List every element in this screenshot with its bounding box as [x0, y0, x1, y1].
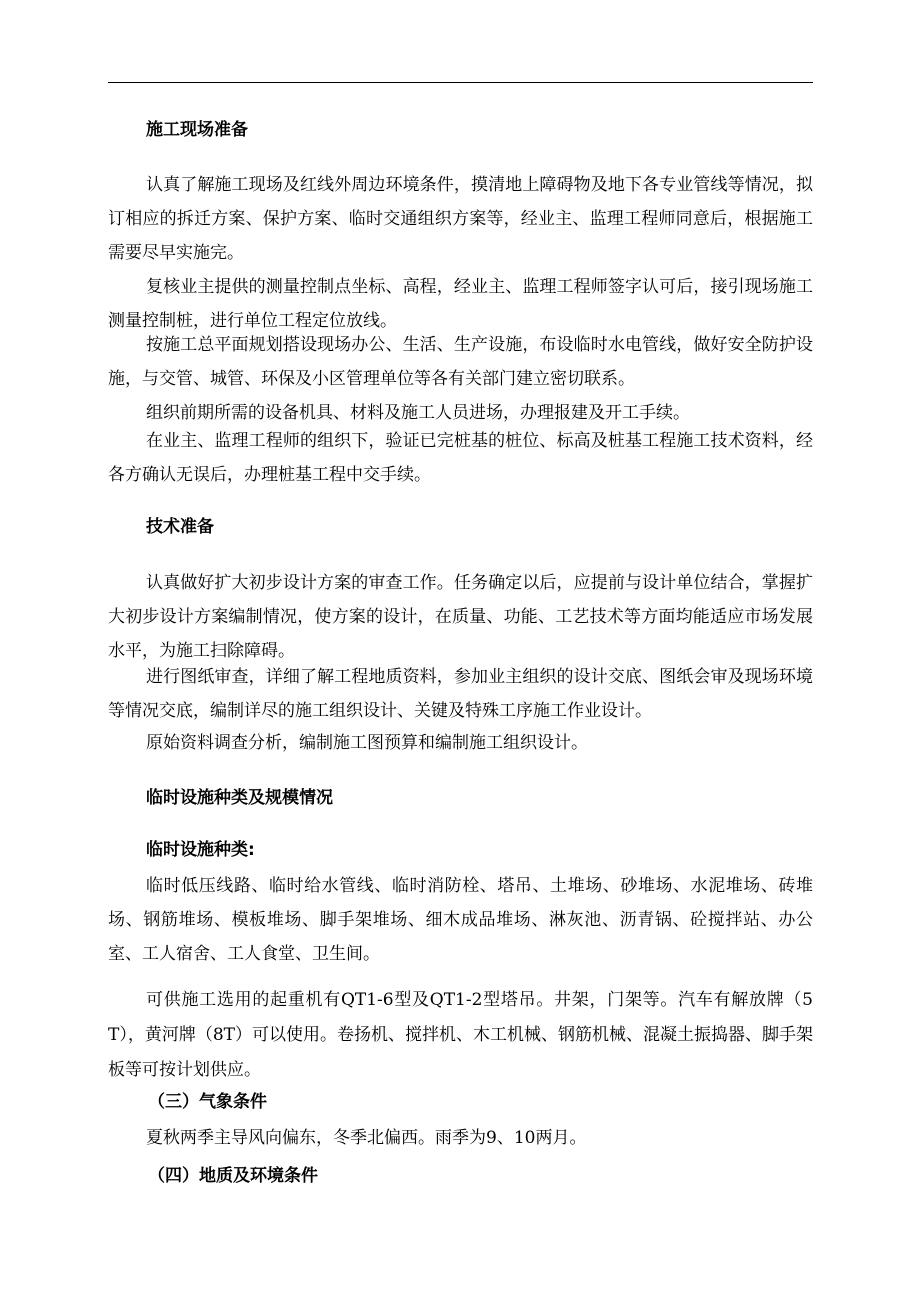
site-prep-paragraph-5: 在业主、监理工程师的组织下，验证已完桩基的桩位、标高及桩基工程施工技术资料，经各方确认无误后，办理桩基工程中交手续。: [108, 431, 813, 485]
site-prep-paragraph-4: 组织前期所需的设备机具、材料及施工人员进场，办理报建及开工手续。: [146, 403, 690, 423]
subheading-temp-facility-types: 临时设施种类:: [146, 840, 255, 860]
weather-paragraph: 夏秋两季主导风向偏东，冬季北偏西。雨季为9、10两月。: [146, 1128, 587, 1148]
site-prep-paragraph-3: 按施工总平面规划搭设现场办公、生活、生产设施，布设临时水电管线，做好安全防护设施，与交管、城管、环保及小区管理单位等各有关部门建立密切联系。: [108, 335, 813, 389]
temp-facilities-paragraph-1: 临时低压线路、临时给水管线、临时消防栓、塔吊、土堆场、砂堆场、水泥堆场、砖堆场、钢筋堆场、模板堆场、脚手架堆场、细木成品堆场、淋灰池、沥青锅、砼搅拌站、办公室、工人宿舍、工人食堂、卫生间。: [108, 876, 813, 964]
section-heading-geology: （四）地质及环境条件: [148, 1166, 318, 1186]
section-heading-tech-prep: 技术准备: [146, 517, 214, 537]
tech-prep-paragraph-2: 进行图纸审查，详细了解工程地质资料，参加业主组织的设计交底、图纸会审及现场环境等情况交底，编制详尽的施工组织设计、关键及特殊工序施工作业设计。: [108, 667, 813, 721]
site-prep-paragraph-1: 认真了解施工现场及红线外周边环境条件，摸清地上障碍物及地下各专业管线等情况，拟订相应的拆迁方案、保护方案、临时交通组织方案等，经业主、监理工程师同意后，根据施工需要尽早实施完。: [108, 175, 813, 263]
section-heading-temp-facilities: 临时设施种类及规模情况: [146, 788, 333, 808]
header-rule: [108, 82, 813, 83]
section-heading-site-prep: 施工现场准备: [146, 120, 248, 140]
tech-prep-paragraph-1: 认真做好扩大初步设计方案的审查工作。任务确定以后，应提前与设计单位结合，掌握扩大初步设计方案编制情况，使方案的设计，在质量、功能、工艺技术等方面均能适应市场发展水平，为施工扫除障碍。: [108, 573, 813, 661]
tech-prep-paragraph-3: 原始资料调查分析，编制施工图预算和编制施工组织设计。: [146, 733, 588, 753]
section-heading-weather: （三）气象条件: [148, 1092, 267, 1112]
site-prep-paragraph-2: 复核业主提供的测量控制点坐标、高程，经业主、监理工程师签字认可后，接引现场施工测量控制桩，进行单位工程定位放线。: [108, 277, 813, 331]
temp-facilities-paragraph-2: 可供施工选用的起重机有QT1-6型及QT1-2型塔吊。井架，门架等。汽车有解放牌（5T），黄河牌（8T）可以使用。卷扬机、搅拌机、木工机械、钢筋机械、混凝土振捣器、脚手架板等可按计划供应。: [108, 990, 813, 1080]
